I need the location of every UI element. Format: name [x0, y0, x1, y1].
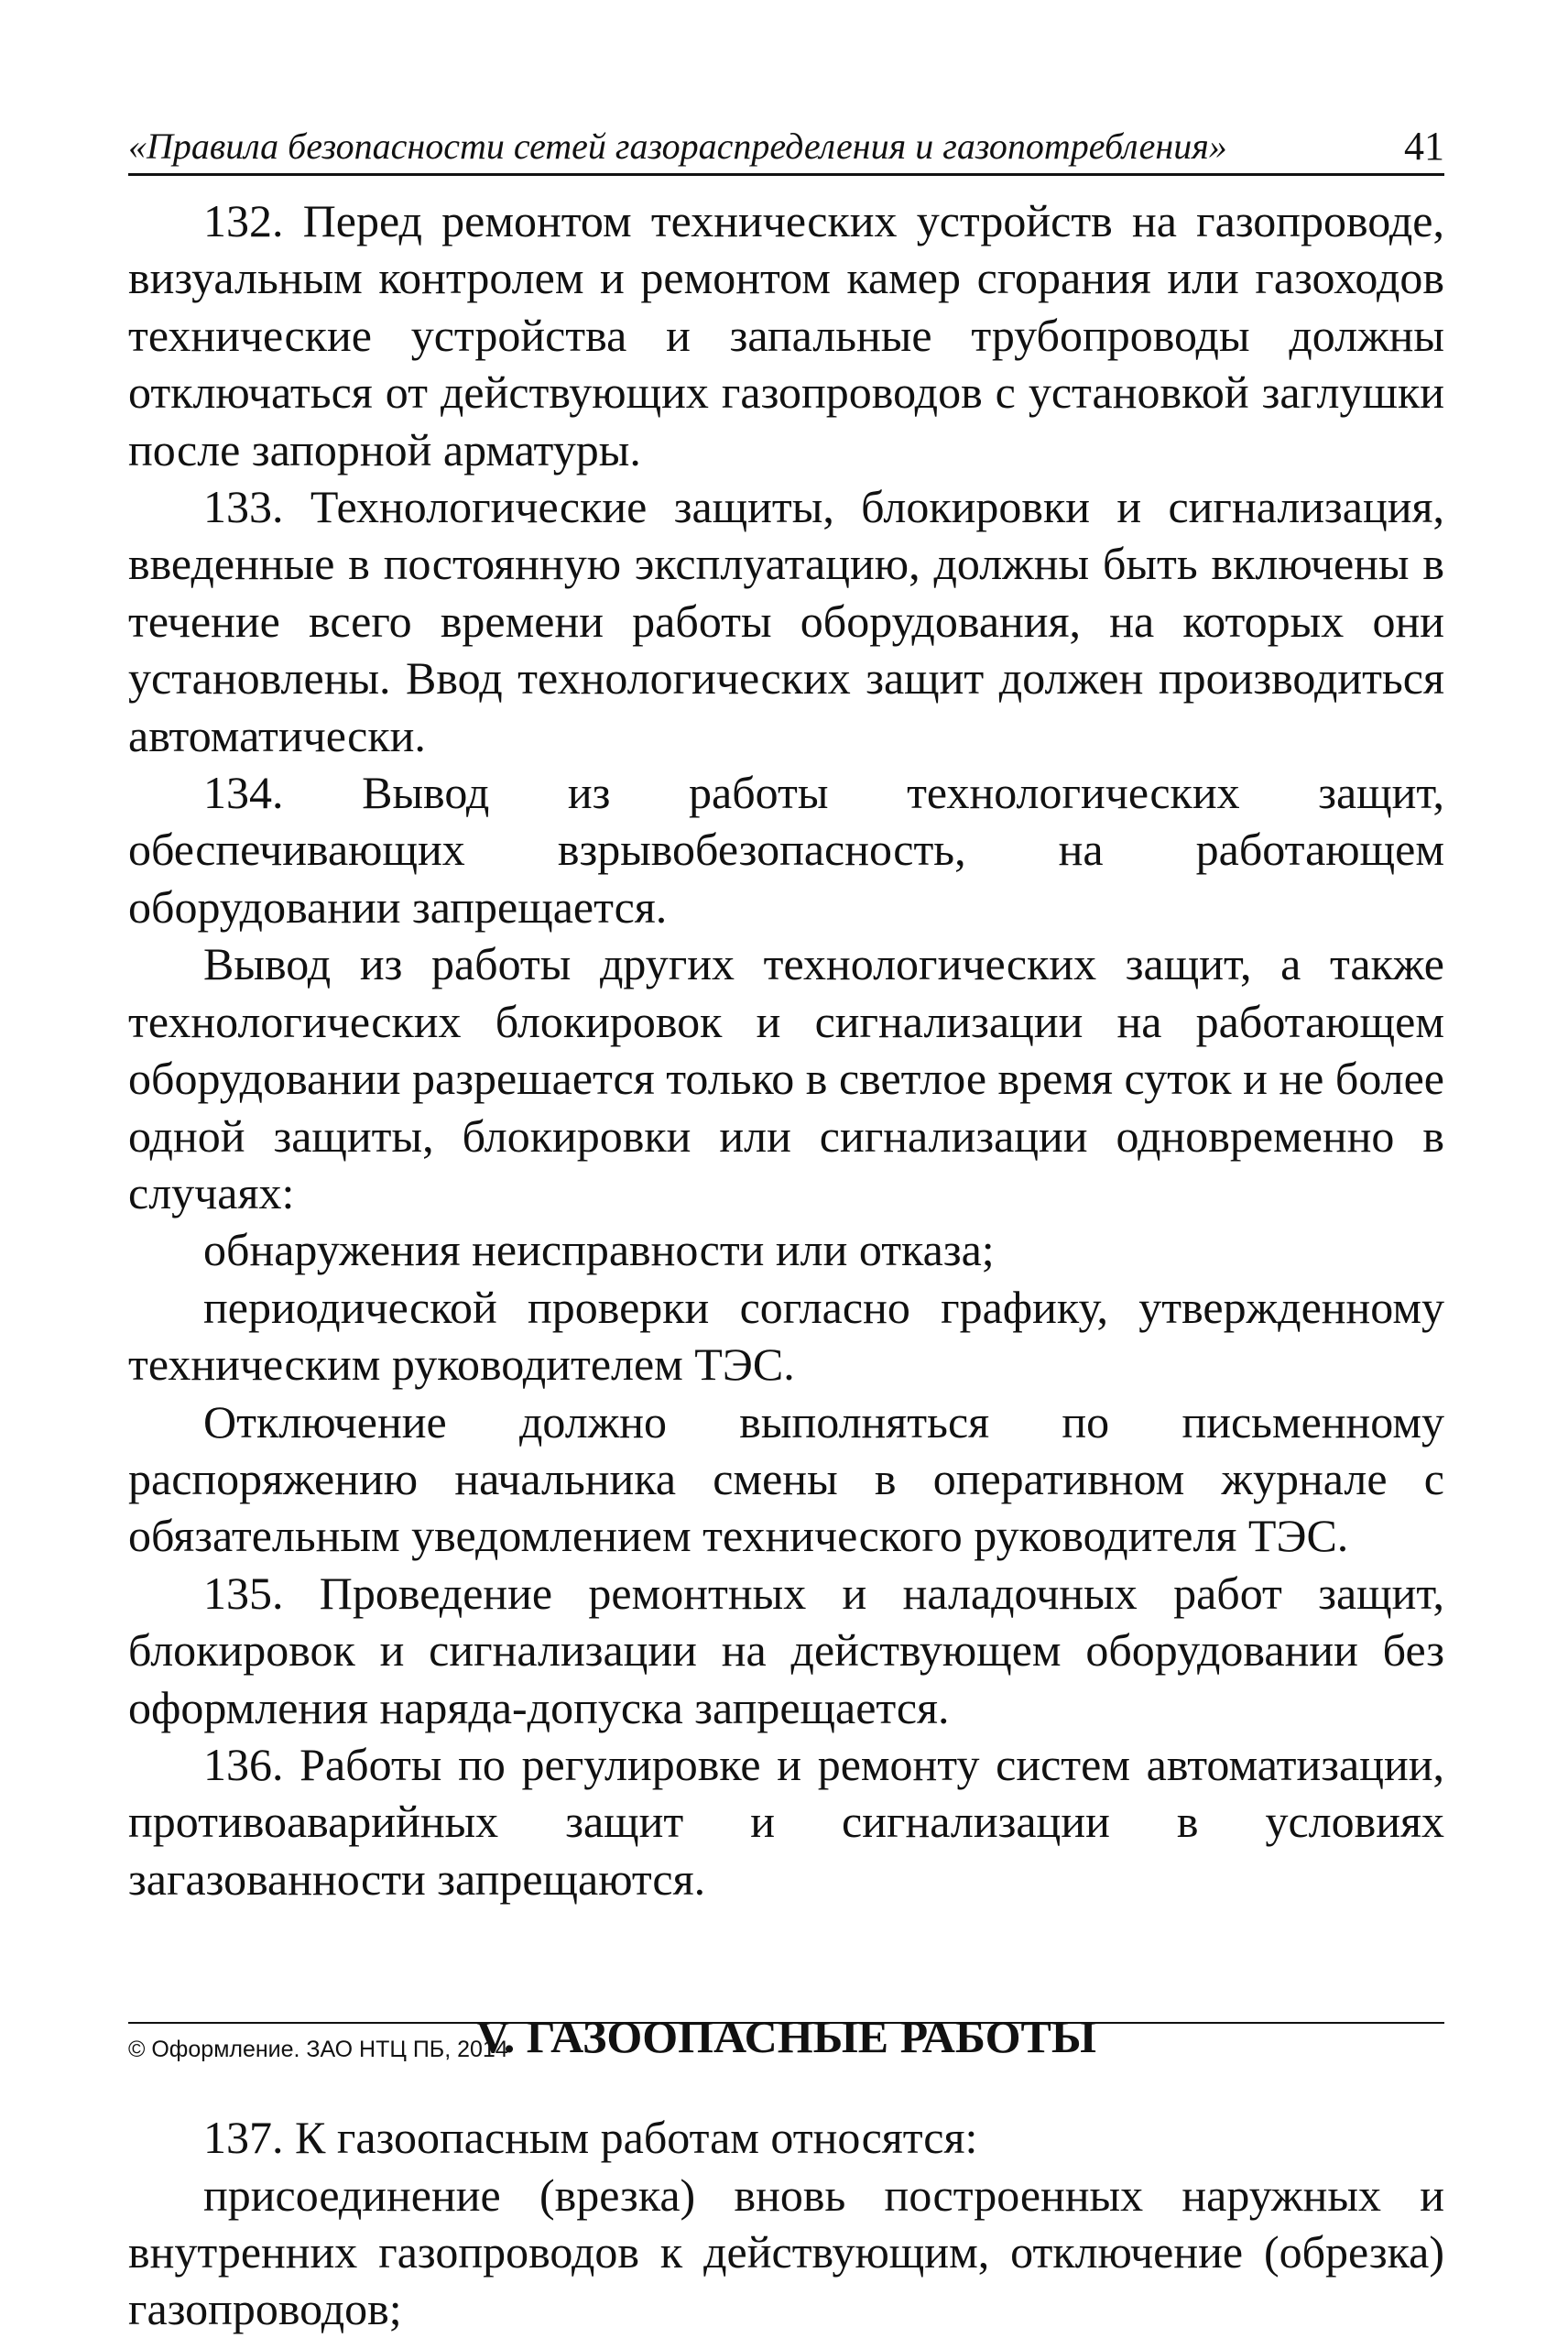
paragraph-132: 132. Перед ремонтом технических устройств на газопроводе, визуальным контролем и ремонтом камер сгорания или газоходов технические устройства и запальные трубопроводы должны отключаться от действующих газопроводов с установкой заглушки после запорной арматуры.	[128, 195, 1444, 475]
document-page	[128, 124, 1444, 2338]
footer-copyright: © Оформление. ЗАО НТЦ ПБ, 2014	[128, 2022, 1444, 2064]
paragraph-disconnect-order: Отключение должно выполняться по письменному распоряжению начальника смены в оперативном журнале с обязательным уведомлением технического руководителя ТЭС.	[128, 1395, 1444, 1562]
section-title: V. ГАЗООПАСНЫЕ РАБОТЫ	[476, 2011, 1096, 2063]
paragraph-136: 136. Работы по регулировке и ремонту систем автоматизации, противоаварийных защит и сигнализации в условиях загазованности запрещаются.	[128, 1738, 1444, 1905]
running-header-title: «Правила безопасности сетей газораспределения и газопотребления»	[128, 126, 1227, 167]
page-number: 41	[1404, 124, 1444, 169]
paragraph-134-cont: Вывод из работы других технологических защит, а также технологических блокировок и сигнализации на работающем оборудовании разрешается только в светлое время суток и не более одной защиты, блокировки или сигнализации одновременно в случаях:	[128, 938, 1444, 1218]
list-item-periodic-check: периодической проверки согласно графику, утвержденному техническим руководителем ТЭС.	[128, 1281, 1444, 1391]
paragraph-135: 135. Проведение ремонтных и наладочных работ защит, блокировок и сигнализации на действующем оборудовании без оформления наряда-допуска запрещается.	[128, 1567, 1444, 1733]
list-item-connection: присоединение (врезка) вновь построенных наружных и внутренних газопроводов к действующим, отключение (обрезка) газопроводов;	[128, 2169, 1444, 2335]
running-header	[128, 124, 1444, 176]
paragraph-134: 134. Вывод из работы технологических защит, обеспечивающих взрывобезопасность, на работающем оборудовании запрещается.	[128, 767, 1444, 933]
paragraph-137: 137. К газоопасным работам относятся:	[203, 2112, 978, 2164]
list-item-malfunction: обнаружения неисправности или отказа;	[203, 1224, 995, 1276]
document-body	[128, 192, 1444, 2338]
paragraph-133: 133. Технологические защиты, блокировки и сигнализация, введенные в постоянную эксплуатацию, должны быть включены в течение всего времени работы оборудования, на которых они установлены. Ввод технологических защит должен производиться автоматически.	[128, 481, 1444, 761]
